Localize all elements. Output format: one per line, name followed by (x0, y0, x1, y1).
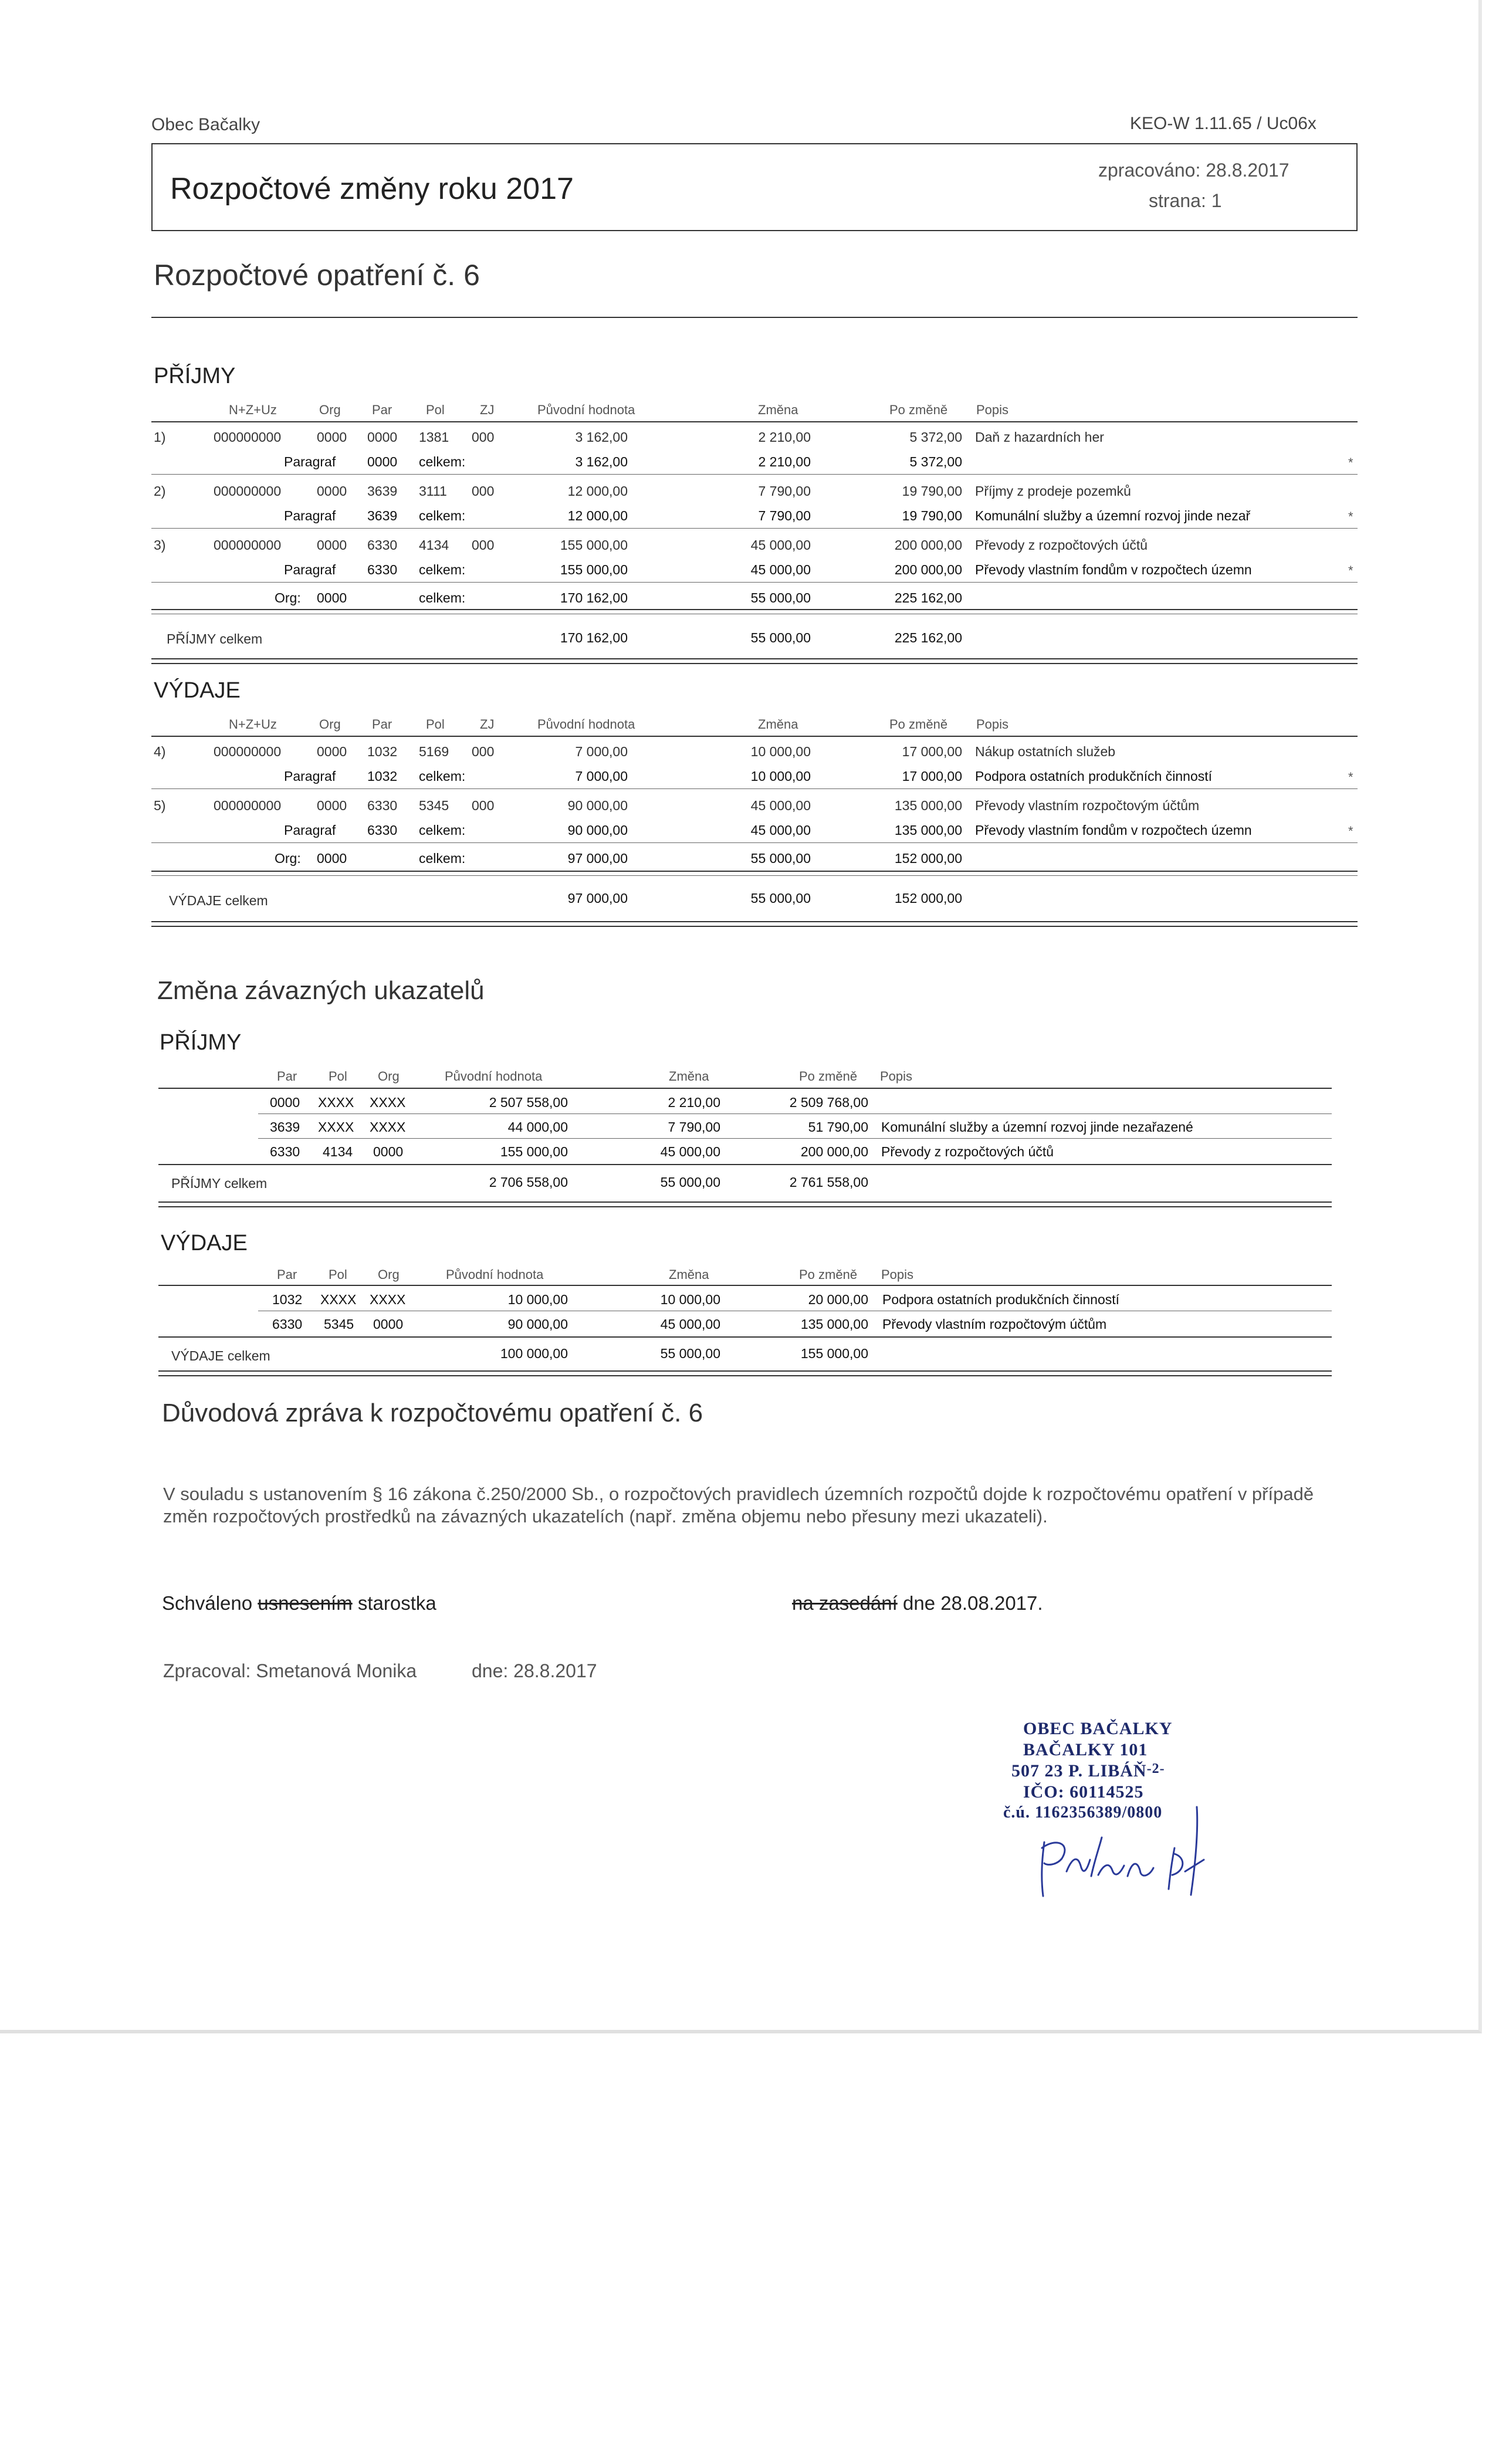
paragraph-star: * (1348, 824, 1353, 838)
org-total-orig: 170 162,00 (560, 590, 628, 605)
total-after: 155 000,00 (800, 1346, 868, 1361)
row-desc: Daň z hazardních her (975, 429, 1104, 445)
total-orig: 2 706 558,00 (489, 1175, 568, 1190)
income-total-change: 55 000,00 (750, 630, 811, 645)
row-desc: Převody z rozpočtových účtů (881, 1144, 1054, 1159)
row-desc: Převody z rozpočtových účtů (975, 537, 1148, 553)
row-org: XXXX (370, 1095, 406, 1110)
stamp-line-4: IČO: 60114525 (1023, 1782, 1144, 1802)
row-after: 17 000,00 (902, 744, 962, 759)
paragraph-star: * (1348, 455, 1353, 470)
income-total-after: 225 162,00 (894, 630, 962, 645)
row-orig: 7 000,00 (575, 744, 628, 759)
row-desc: Nákup ostatních služeb (975, 744, 1116, 759)
expense-total-after: 152 000,00 (894, 891, 962, 906)
col-orig: Původní hodnota (446, 1267, 544, 1282)
paragraph-orig: 3 162,00 (575, 454, 628, 469)
org-total-code: 0000 (317, 851, 347, 866)
row-org: 0000 (317, 429, 347, 445)
page-title: Rozpočtové změny roku 2017 (170, 172, 574, 206)
col-org: Org (319, 402, 341, 417)
row-par: 6330 (272, 1316, 303, 1332)
paragraph-orig: 7 000,00 (575, 769, 628, 784)
stamp-line-2: BAČALKY 101 (1023, 1740, 1148, 1759)
row-zj: 000 (472, 537, 495, 553)
row-after: 2 509 768,00 (789, 1095, 868, 1110)
row-orig: 90 000,00 (507, 1316, 568, 1332)
col-after: Po změně (799, 1069, 858, 1084)
paragraph-desc: Podpora ostatních produkčních činností (975, 769, 1213, 784)
col-change: Změna (758, 717, 798, 732)
row-par: 1032 (272, 1292, 303, 1307)
paragraph-code: 6330 (367, 823, 398, 838)
row-par: 6330 (367, 537, 398, 553)
paragraph-after: 135 000,00 (894, 823, 962, 838)
paragraph-desc: Komunální služby a územní rozvoj jinde nezař (975, 508, 1251, 523)
paragraph-star: * (1348, 563, 1353, 578)
row-change: 2 210,00 (758, 429, 811, 445)
row-num: 2) (154, 483, 166, 499)
paragraph-code: 6330 (367, 562, 398, 577)
row-orig: 44 000,00 (507, 1119, 568, 1135)
meeting-line (792, 1592, 1043, 1615)
org-total-celkem: celkem: (419, 851, 466, 866)
row-orig: 2 507 558,00 (489, 1095, 568, 1110)
row-orig: 10 000,00 (507, 1292, 568, 1307)
col-pol: Pol (329, 1069, 347, 1084)
row-num: 4) (154, 744, 166, 759)
row-orig: 155 000,00 (560, 537, 628, 553)
row-nzuz: 000000000 (214, 483, 282, 499)
prepared-by: Zpracoval: Smetanová Monika (163, 1660, 417, 1681)
col-desc: Popis (976, 717, 1009, 732)
row-orig: 90 000,00 (567, 798, 628, 813)
col-orig: Původní hodnota (537, 717, 635, 732)
row-pol: 1381 (419, 429, 449, 445)
org-total-code: 0000 (317, 590, 347, 605)
approved-prefix: Schváleno (162, 1592, 253, 1614)
row-zj: 000 (472, 429, 495, 445)
col-org: Org (378, 1069, 400, 1084)
paragraph-change: 10 000,00 (750, 769, 811, 784)
paragraph-label: Paragraf (284, 823, 336, 838)
paragraph-change: 7 790,00 (758, 508, 811, 523)
stamp-line-1: OBEC BAČALKY (1023, 1719, 1173, 1738)
row-par: 3639 (367, 483, 398, 499)
col-par: Par (277, 1069, 297, 1084)
row-nzuz: 000000000 (214, 798, 282, 813)
meeting-date: dne 28.08.2017. (902, 1592, 1043, 1614)
col-after: Po změně (799, 1267, 858, 1282)
row-change: 45 000,00 (750, 798, 811, 813)
row-orig: 12 000,00 (567, 483, 628, 499)
row-org: XXXX (370, 1292, 406, 1307)
binding-expense-title: VÝDAJE (161, 1231, 248, 1255)
row-change: 10 000,00 (660, 1292, 720, 1307)
row-nzuz: 000000000 (214, 429, 282, 445)
paragraph-after: 19 790,00 (902, 508, 962, 523)
paragraph-code: 0000 (367, 454, 398, 469)
row-org: 0000 (317, 798, 347, 813)
col-after: Po změně (889, 717, 948, 732)
row-change: 7 790,00 (758, 483, 811, 499)
row-org: 0000 (317, 483, 347, 499)
income-title: PŘÍJMY (154, 364, 236, 388)
col-desc: Popis (880, 1069, 913, 1084)
row-pol: 3111 (419, 483, 447, 499)
approved-by: starostka (357, 1592, 436, 1614)
col-par: Par (372, 717, 392, 732)
report-title: Důvodová zpráva k rozpočtovému opatření č. 6 (162, 1399, 703, 1427)
row-orig: 3 162,00 (575, 429, 628, 445)
row-desc: Převody vlastním rozpočtovým účtům (882, 1316, 1107, 1332)
col-nzuz: N+Z+Uz (229, 402, 277, 417)
row-zj: 000 (472, 798, 495, 813)
col-nzuz: N+Z+Uz (229, 717, 277, 732)
row-org: 0000 (373, 1316, 404, 1332)
total-change: 55 000,00 (660, 1346, 720, 1361)
row-change: 45 000,00 (660, 1316, 720, 1332)
paragraph-celkem: celkem: (419, 769, 466, 784)
stamp-line-5: č.ú. 1162356389/0800 (1003, 1803, 1163, 1822)
paragraph-celkem: celkem: (419, 508, 466, 523)
measure-title: Rozpočtové opatření č. 6 (154, 259, 480, 292)
col-orig: Původní hodnota (537, 402, 635, 417)
col-par: Par (277, 1267, 297, 1282)
paragraph-label: Paragraf (284, 454, 336, 469)
row-after: 135 000,00 (894, 798, 962, 813)
row-change: 2 210,00 (668, 1095, 720, 1110)
paragraph-label: Paragraf (284, 769, 336, 784)
row-nzuz: 000000000 (214, 537, 282, 553)
col-par: Par (372, 402, 392, 417)
col-after: Po změně (889, 402, 948, 417)
paragraph-change: 45 000,00 (750, 823, 811, 838)
row-zj: 000 (472, 483, 495, 499)
paragraph-orig: 155 000,00 (560, 562, 628, 577)
row-change: 10 000,00 (750, 744, 811, 759)
row-num: 1) (154, 429, 166, 445)
col-change: Změna (669, 1069, 709, 1084)
expense-total-orig: 97 000,00 (567, 891, 628, 906)
row-pol: 5345 (324, 1316, 354, 1332)
paragraph-code: 1032 (367, 769, 398, 784)
row-par: 3639 (270, 1119, 300, 1135)
meeting-struck: na zasedání (792, 1592, 898, 1614)
row-par: 0000 (367, 429, 398, 445)
paragraph-star: * (1348, 509, 1353, 524)
row-after: 20 000,00 (808, 1292, 868, 1307)
binding-income-title: PŘÍJMY (160, 1030, 242, 1055)
row-num: 3) (154, 537, 166, 553)
org-total-celkem: celkem: (419, 590, 466, 605)
row-desc: Příjmy z prodeje pozemků (975, 483, 1131, 499)
org-name: Obec Bačalky (151, 115, 260, 134)
stamp-line-3-suffix: -2- (1146, 1761, 1165, 1776)
col-change: Změna (669, 1267, 709, 1282)
paragraph-change: 2 210,00 (758, 454, 811, 469)
col-org: Org (378, 1267, 400, 1282)
approved-struck: usnesením (258, 1592, 353, 1614)
paragraph-celkem: celkem: (419, 454, 466, 469)
paragraph-celkem: celkem: (419, 562, 466, 577)
row-par: 0000 (270, 1095, 300, 1110)
total-label: VÝDAJE celkem (171, 1348, 270, 1363)
row-pol: 4134 (323, 1144, 353, 1159)
row-pol: XXXX (320, 1292, 357, 1307)
row-zj: 000 (472, 744, 495, 759)
row-org: 0000 (373, 1144, 404, 1159)
report-code: KEO-W 1.11.65 / Uc06x (1130, 114, 1316, 133)
row-org: 0000 (317, 744, 347, 759)
row-pol: XXXX (318, 1095, 354, 1110)
org-total-change: 55 000,00 (750, 851, 811, 866)
paragraph-after: 200 000,00 (894, 562, 962, 577)
col-zj: ZJ (480, 717, 495, 732)
paragraph-after: 5 372,00 (909, 454, 962, 469)
row-after: 19 790,00 (902, 483, 962, 499)
page-number: strana: 1 (1149, 190, 1222, 211)
expense-total-label: VÝDAJE celkem (169, 893, 268, 908)
row-change: 45 000,00 (660, 1144, 720, 1159)
col-pol: Pol (426, 717, 445, 732)
org-total-change: 55 000,00 (750, 590, 811, 605)
row-change: 45 000,00 (750, 537, 811, 553)
stamp-line-3-text: 507 23 P. LIBÁŇ (1011, 1761, 1147, 1781)
org-total-orig: 97 000,00 (567, 851, 628, 866)
paragraph-label: Paragraf (284, 562, 336, 577)
row-after: 51 790,00 (808, 1119, 868, 1135)
income-total-label: PŘÍJMY celkem (167, 631, 263, 647)
col-change: Změna (758, 402, 798, 417)
paragraph-desc: Převody vlastním fondům v rozpočtech územn (975, 562, 1252, 577)
expense-title: VÝDAJE (154, 678, 241, 703)
paragraph-code: 3639 (367, 508, 398, 523)
col-pol: Pol (426, 402, 445, 417)
col-orig: Původní hodnota (445, 1069, 543, 1084)
col-desc: Popis (976, 402, 1009, 417)
paragraph-change: 45 000,00 (750, 562, 811, 577)
total-label: PŘÍJMY celkem (171, 1176, 268, 1191)
row-par: 6330 (367, 798, 398, 813)
paragraph-celkem: celkem: (419, 823, 466, 838)
org-total-label: Org: (275, 590, 301, 605)
col-org: Org (319, 717, 341, 732)
row-num: 5) (154, 798, 166, 813)
org-total-after: 225 162,00 (894, 590, 962, 605)
row-pol: XXXX (318, 1119, 354, 1135)
row-after: 5 372,00 (909, 429, 962, 445)
col-zj: ZJ (480, 402, 495, 417)
row-desc: Komunální služby a územní rozvoj jinde nezařazené (881, 1119, 1193, 1135)
binding-indicators-title: Změna závazných ukazatelů (157, 976, 485, 1005)
prepared-date: dne: 28.8.2017 (472, 1660, 597, 1681)
row-orig: 155 000,00 (500, 1144, 568, 1159)
row-org: 0000 (317, 537, 347, 553)
paragraph-desc: Převody vlastním fondům v rozpočtech územn (975, 823, 1252, 838)
row-par: 6330 (270, 1144, 300, 1159)
row-change: 7 790,00 (668, 1119, 720, 1135)
total-after: 2 761 558,00 (789, 1175, 868, 1190)
paragraph-star: * (1348, 770, 1353, 784)
processed-date: zpracováno: 28.8.2017 (1098, 160, 1289, 181)
paragraph-after: 17 000,00 (902, 769, 962, 784)
handwritten-signature (1021, 1772, 1279, 1907)
col-pol: Pol (329, 1267, 347, 1282)
report-text: V souladu s ustanovením § 16 zákona č.250/2000 Sb., o rozpočtových pravidlech územních rozpočtů dojde k rozpočtovému opatření v případě změn rozpočtových prostředků na závazných ukazatelích (např. změna objemu nebo přesuny mezi ukazateli). (163, 1484, 1314, 1527)
row-pol: 5169 (419, 744, 449, 759)
org-total-after: 152 000,00 (894, 851, 962, 866)
paragraph-orig: 12 000,00 (567, 508, 628, 523)
row-desc: Podpora ostatních produkčních činností (882, 1292, 1120, 1307)
approval-line (162, 1592, 436, 1615)
expense-total-change: 55 000,00 (750, 891, 811, 906)
paragraph-label: Paragraf (284, 508, 336, 523)
paragraph-orig: 90 000,00 (567, 823, 628, 838)
row-pol: 5345 (419, 798, 449, 813)
row-pol: 4134 (419, 537, 449, 553)
org-total-label: Org: (275, 851, 301, 866)
total-orig: 100 000,00 (500, 1346, 568, 1361)
row-par: 1032 (367, 744, 398, 759)
row-after: 135 000,00 (800, 1316, 868, 1332)
col-desc: Popis (881, 1267, 914, 1282)
total-change: 55 000,00 (660, 1175, 720, 1190)
row-after: 200 000,00 (800, 1144, 868, 1159)
row-nzuz: 000000000 (214, 744, 282, 759)
row-org: XXXX (370, 1119, 406, 1135)
row-desc: Převody vlastním rozpočtovým účtům (975, 798, 1200, 813)
income-total-orig: 170 162,00 (560, 630, 628, 645)
row-after: 200 000,00 (894, 537, 962, 553)
